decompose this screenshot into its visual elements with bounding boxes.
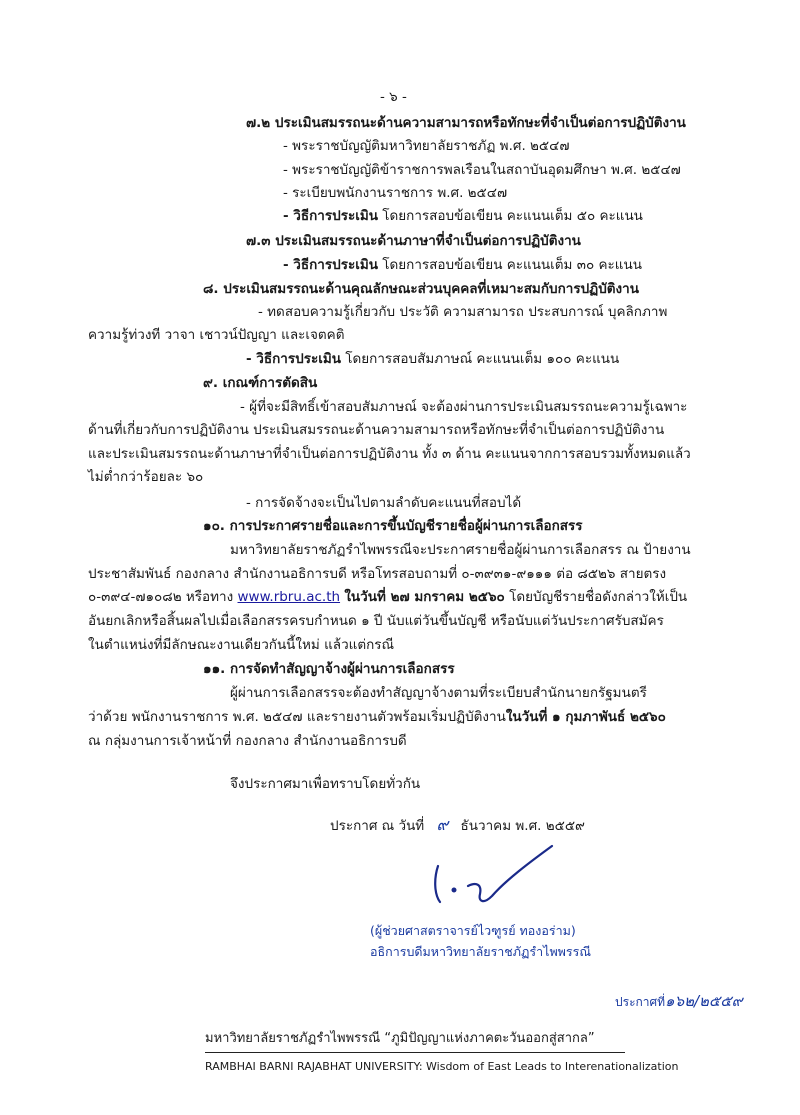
s11-line-1: ผู้ผ่านการเลือกสรรจะต้องทำสัญญาจ้างตามที่ระเบียบสำนักนายกรัฐมนตรี xyxy=(230,685,647,701)
s11-line-2-a: ว่าด้วย พนักงานราชการ พ.ศ. ๒๕๔๗ และรายงานตัวพร้อมเริ่มปฏิบัติงาน xyxy=(88,709,506,725)
s8-line-2: ความรู้ท่วงที วาจา เชาวน์ปัญญา และเจตคติ xyxy=(88,327,345,343)
signer-title: อธิการบดีมหาวิทยาลัยราชภัฏรำไพพรรณี xyxy=(370,944,591,959)
s8-method-text: โดยการสอบสัมภาษณ์ คะแนนเต็ม ๑๐๐ คะแนน xyxy=(345,351,620,367)
page-number: - ๖ - xyxy=(380,89,407,105)
s72-method xyxy=(283,207,643,225)
s72-method-text: โดยการสอบข้อเขียน คะแนนเต็ม ๕๐ คะแนน xyxy=(382,208,643,224)
s11-line-2 xyxy=(88,708,666,726)
s10-line-3-date: ในวันที่ ๒๗ มกราคม ๒๕๖๐ xyxy=(344,589,505,605)
s10-line-3-c: โดยบัญชีรายชื่อดังกล่าวให้เป็น xyxy=(509,589,688,605)
section-8-title: ๘. ประเมินสมรรถนะด้านคุณลักษณะส่วนบุคคลที่เหมาะสมกับการปฏิบัติงาน xyxy=(203,281,639,297)
signature-mark xyxy=(420,838,570,918)
announce-day: ๙ xyxy=(436,815,449,834)
website-link[interactable]: www.rbru.ac.th xyxy=(237,589,341,605)
s10-line-3-a: ๐-๓๙๔-๗๑๐๘๒ หรือทาง xyxy=(88,589,234,605)
s9-p1-line-3: และประเมินสมรรถนะด้านภาษาที่จำเป็นต่อการปฏิบัติงาน ทั้ง ๓ ด้าน คะแนนจากการสอบรวมทั้งหมดแล้ว xyxy=(88,446,691,462)
closing-line: จึงประกาศมาเพื่อทราบโดยทั่วกัน xyxy=(230,776,421,792)
s9-p2: - การจัดจ้างจะเป็นไปตามลำดับคะแนนที่สอบได้ xyxy=(246,495,522,511)
s8-method-label: - วิธีการประเมิน xyxy=(246,351,341,367)
section-9-title: ๙. เกณฑ์การตัดสิน xyxy=(203,375,318,391)
announce-number xyxy=(615,992,743,1011)
section-10-title: ๑๐. การประกาศรายชื่อและการขึ้นบัญชีรายชื่อผู้ผ่านการเลือกสรร xyxy=(203,518,583,534)
announce-suffix: ธันวาคม พ.ศ. ๒๕๕๙ xyxy=(460,818,585,834)
s73-method-text: โดยการสอบข้อเขียน คะแนนเต็ม ๓๐ คะแนน xyxy=(382,257,642,273)
s9-p1-line-2: ด้านที่เกี่ยวกับการปฏิบัติงาน ประเมินสมรรถนะด้านความสามารถหรือทักษะที่จำเป็นต่อการปฏิบัติงาน xyxy=(88,422,665,438)
footer-english: RAMBHAI BARNI RAJABHAT UNIVERSITY: Wisdom of East Leads to Interenationalization xyxy=(205,1060,679,1073)
s8-line-1: - ทดสอบความรู้เกี่ยวกับ ประวัติ ความสามารถ ประสบการณ์ บุคลิกภาพ xyxy=(258,304,668,320)
footer-thai: มหาวิทยาลัยราชภัฏรำไพพรรณี “ภูมิปัญญาแห่งภาคตะวันออกสู่สากล” xyxy=(205,1031,595,1046)
s72-item-1: - พระราชบัญญัติมหาวิทยาลัยราชภัฏ พ.ศ. ๒๕๔๗ xyxy=(283,138,570,154)
s10-line-4: อันยกเลิกหรือสิ้นผลไปเมื่อเลือกสรรครบกำหนด ๑ ปี นับแต่วันขึ้นบัญชี หรือนับแต่วันประกาศรับสมัคร xyxy=(88,613,664,629)
announce-prefix: ประกาศ ณ วันที่ xyxy=(330,818,425,834)
s73-method-label: - วิธีการประเมิน xyxy=(283,257,378,273)
s10-line-1: มหาวิทยาลัยราชภัฏรำไพพรรณีจะประกาศรายชื่อผู้ผ่านการเลือกสรร ณ ป้ายงาน xyxy=(230,542,691,558)
footer-divider xyxy=(205,1052,625,1053)
s11-line-2-date: ในวันที่ ๑ กุมภาพันธ์ ๒๕๖๐ xyxy=(505,709,666,725)
s11-line-3: ณ กลุ่มงานการเจ้าหน้าที่ กองกลาง สำนักงานอธิการบดี xyxy=(88,733,407,749)
section-11-title: ๑๑. การจัดทำสัญญาจ้างผู้ผ่านการเลือกสรร xyxy=(203,661,455,677)
s10-line-5: ในตำแหน่งที่มีลักษณะงานเดียวกันนี้ใหม่ แล้วแต่กรณี xyxy=(88,637,395,653)
section-7-3-title: ๗.๓ ประเมินสมรรถนะด้านภาษาที่จำเป็นต่อการปฏิบัติงาน xyxy=(246,233,581,249)
section-7-2-title: ๗.๒ ประเมินสมรรถนะด้านความสามารถหรือทักษะที่จำเป็นต่อการปฏิบัติงาน xyxy=(246,115,686,131)
s9-p1-line-4: ไม่ต่ำกว่าร้อยละ ๖๐ xyxy=(88,469,204,485)
announce-date xyxy=(330,816,585,835)
s10-line-3 xyxy=(88,588,687,606)
s72-item-2: - พระราชบัญญัติข้าราชการพลเรือนในสถาบันอุดมศึกษา พ.ศ. ๒๕๔๗ xyxy=(283,162,681,178)
s72-method-label: - วิธีการประเมิน xyxy=(283,208,378,224)
s8-method xyxy=(246,350,619,368)
s9-p1-line-1: - ผู้ที่จะมีสิทธิ์เข้าสอบสัมภาษณ์ จะต้องผ่านการประเมินสมรรถนะความรู้เฉพาะ xyxy=(240,399,688,415)
announce-number-label: ประกาศที่ xyxy=(615,995,666,1009)
s10-line-2: ประชาสัมพันธ์ กองกลาง สำนักงานอธิการบดี หรือโทรสอบถามที่ ๐-๓๙๓๑-๙๑๑๑ ต่อ ๘๕๒๖ สายตรง xyxy=(88,566,667,582)
signer-name: (ผู้ช่วยศาสตราจารย์ไวฑูรย์ ทองอร่าม) xyxy=(370,923,576,938)
announce-number-value: ๑๖๒/๒๕๕๙ xyxy=(665,992,743,1010)
s73-method xyxy=(283,256,642,274)
s72-item-3: - ระเบียบพนักงานราชการ พ.ศ. ๒๕๔๗ xyxy=(283,185,508,201)
